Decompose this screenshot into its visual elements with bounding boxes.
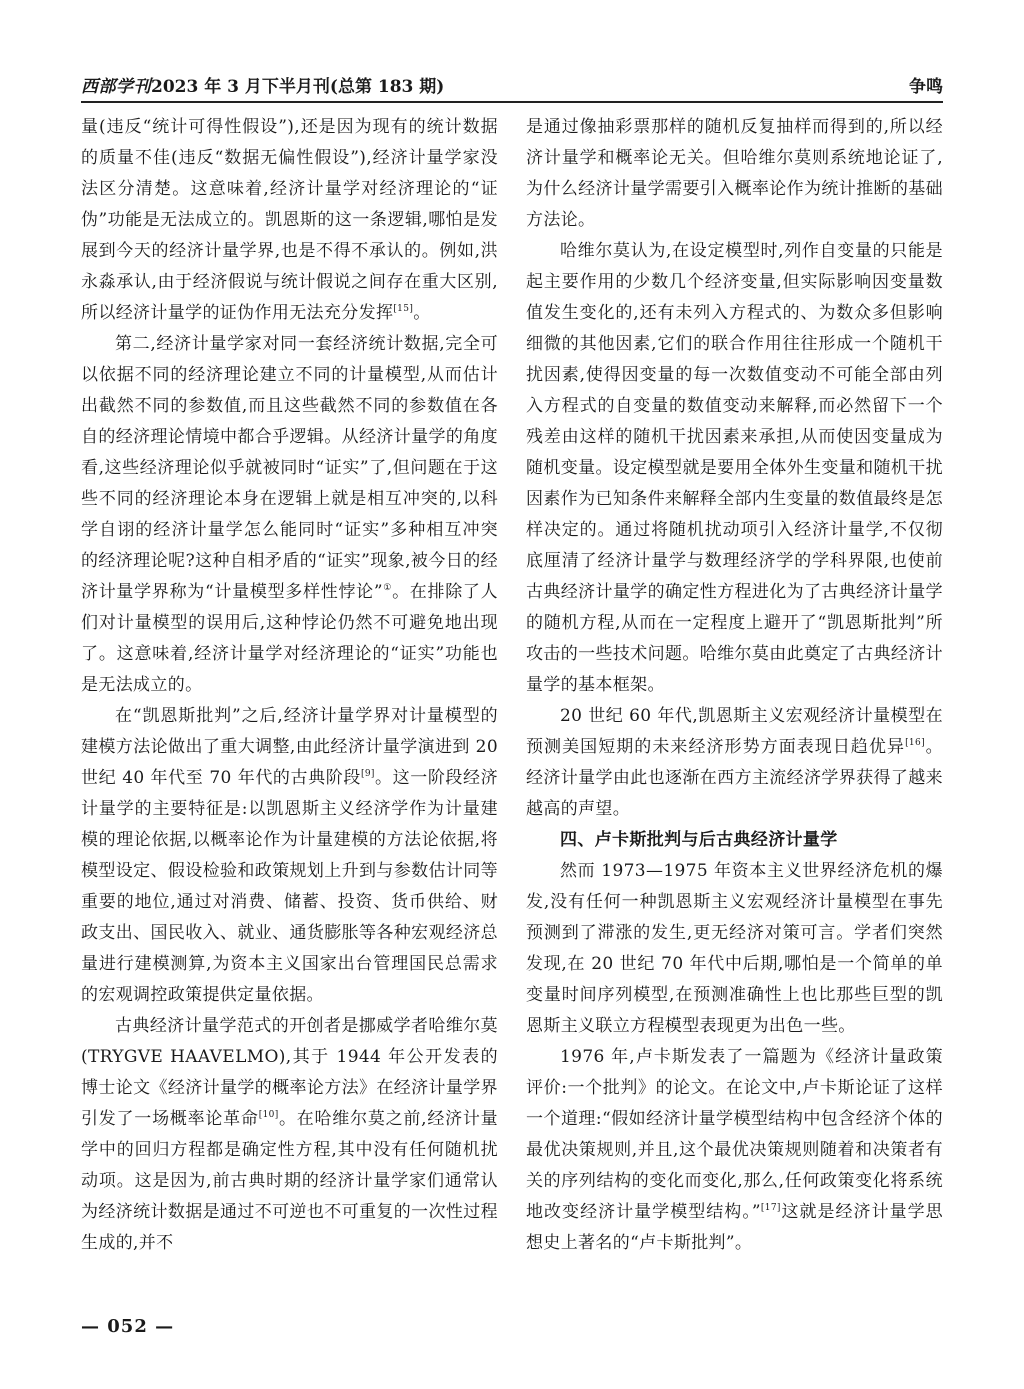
left-column <box>81 112 498 1259</box>
citation: [9] <box>360 769 375 779</box>
footnote-marker: ① <box>382 583 393 593</box>
paragraph: 是通过像抽彩票那样的随机反复抽样而得到的,所以经济计量学和概率论无关。但哈维尔莫则系统地论证了,为什么经济计量学需要引入概率论作为统计推断的基础方法论。 <box>526 117 943 230</box>
paragraph: 哈维尔莫认为,在设定模型时,列作自变量的只能是起主要作用的少数几个经济变量,但实际影响因变量数值发生变化的,还有未列入方程式的、为数众多但影响细微的其他因素,它们的联合作用往往形成一个随机干扰因素,使得因变量的每一次数值变动不可能全部由列入方程式的自变量的数值变动来解释,而必然留下一个残差由这样的随机干扰因素来承担,从而使因变量成为随机变量。设定模型就是要用全体外生变量和随机干扰因素作为已知条件来解释全部内生变量的数值最终是怎样决定的。通过将随机扰动项引入经济计量学,不仅彻底厘清了经济计量学与数理经济学的学科界限,也使前古典经济计量学的确定性方程进化为了古典经济计量学的随机方程,从而在一定程度上避开了“凯恩斯批判”所攻击的一些技术问题。哈维尔莫由此奠定了古典经济计量学的基本框架。 <box>526 241 943 695</box>
citation: [10] <box>258 1110 279 1120</box>
paragraph: 在“凯恩斯批判”之后,经济计量学界对计量模型的建模方法论做出了重大调整,由此经济计量学演进到 20 世纪 40 年代至 70 年代的古典阶段[9]。这一阶段经济计量学的主要特征是:以凯恩斯主义经济学作为计量建模的理论依据,以概率论作为计量建模的方法论依据,将模型设定、假设检验和政策规划上升到与参数估计同等重要的地位,通过对消费、储蓄、投资、货币供给、财政支出、国民收入、就业、通货膨胀等各种宏观经济总量进行建模测算,为资本主义国家出台管理国民总需求的宏观调控政策提供定量依据。 <box>81 706 498 1005</box>
citation: [16] <box>905 738 925 748</box>
header-rule <box>81 101 943 103</box>
issue-info: 2023 年 3 月下半月刊(总第 183 期) <box>151 77 445 97</box>
journal-logo: 西部学刊 <box>81 77 151 97</box>
paragraph: 然而 1973—1975 年资本主义世界经济危机的爆发,没有任何一种凯恩斯主义宏观经济计量模型在事先预测到了滞涨的发生,更无经济对策可言。学者们突然发现,在 20 世纪 70 年代中后期,哪怕是一个简单的单变量时间序列模型,在预测准确性上也比那些巨型的凯恩斯主义联立方程模型表现更为出色一些。 <box>526 861 943 1036</box>
citation: [15] <box>393 304 414 314</box>
paragraph: 第二,经济计量学家对同一套经济统计数据,完全可以依据不同的经济理论建立不同的计量模型,从而估计出截然不同的参数值,而且这些截然不同的参数值在各自的经济理论情境中都合乎逻辑。从经济计量学的角度看,这些经济理论似乎就被同时“证实”了,但问题在于这些不同的经济理论本身在逻辑上就是相互冲突的,以科学自诩的经济计量学怎么能同时“证实”多种相互冲突的经济理论呢?这种自相矛盾的“证实”现象,被今日的经济计量学界称为“计量模型多样性悖论”①。在排除了人们对计量模型的误用后,这种悖论仍然不可避免地出现了。这意味着,经济计量学对经济理论的“证实”功能也是无法成立的。 <box>81 334 498 695</box>
paragraph: 量(违反“统计可得性假设”),还是因为现有的统计数据的质量不佳(违反“数据无偏性假设”),经济计量学家没法区分清楚。这意味着,经济计量学对经济理论的“证伪”功能是无法成立的。凯恩斯的这一条逻辑,哪怕是发展到今天的经济计量学界,也是不得不承认的。例如,洪永淼承认,由于经济假说与统计假说之间存在重大区别,所以经济计量学的证伪作用无法充分发挥[15]。 <box>81 117 498 323</box>
journal-issue <box>81 72 444 97</box>
paragraph: 20 世纪 60 年代,凯恩斯主义宏观经济计量模型在预测美国短期的未来经济形势方面表现日趋优异[16]。经济计量学由此也逐渐在西方主流经济学界获得了越来越高的声望。 <box>526 706 943 819</box>
section-label: 争鸣 <box>909 77 943 97</box>
paragraph: 1976 年,卢卡斯发表了一篇题为《经济计量政策评价:一个批判》的论文。在论文中,卢卡斯论证了这样一个道理:“假如经济计量学模型结构中包含经济个体的最优决策规则,并且,这个最优决策规则随着和决策者有关的序列结构的变化而变化,那么,任何政策变化将系统地改变经济计量学模型结构。”[17]这就是经济计量学思想史上著名的“卢卡斯批判”。 <box>526 1047 944 1253</box>
right-column <box>526 112 943 1259</box>
section-heading: 四、卢卡斯批判与后古典经济计量学 <box>560 830 838 850</box>
page-number: — 052 — <box>81 1316 175 1337</box>
citation: [17] <box>760 1203 781 1213</box>
paragraph: 古典经济计量学范式的开创者是挪威学者哈维尔莫(TRYGVE HAAVELMO),其于 1944 年公开发表的博士论文《经济计量学的概率论方法》在经济计量学界引发了一场概率论革命[10]。在哈维尔莫之前,经济计量学中的回归方程都是确定性方程,其中没有任何随机扰动项。这是因为,前古典时期的经济计量学家们通常认为经济统计数据是通过不可逆也不可重复的一次性过程生成的,并不 <box>81 1016 498 1253</box>
running-header <box>81 66 943 100</box>
